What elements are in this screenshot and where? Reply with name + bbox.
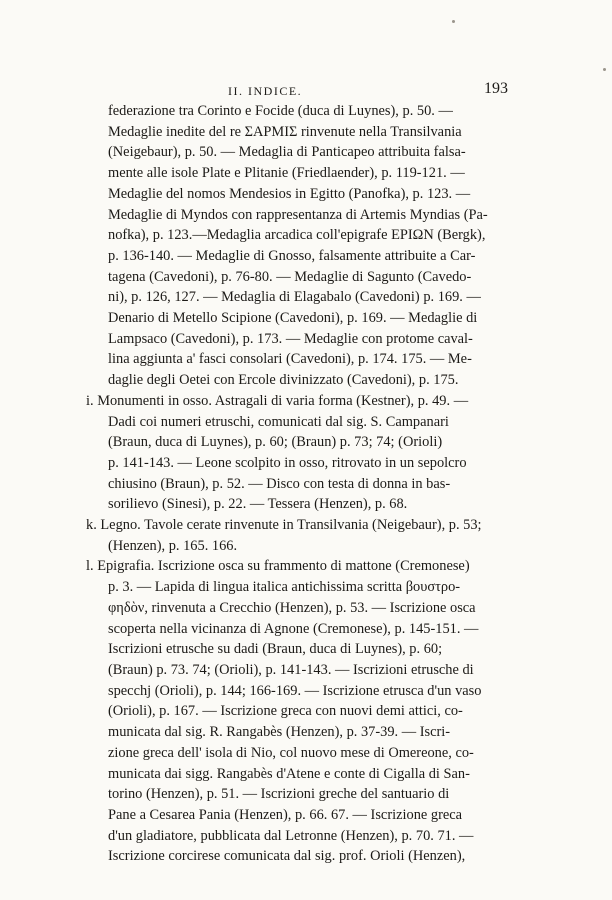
text-line: Iscrizioni etrusche su dadi (Braun, duca di Luynes), p. 60; bbox=[108, 641, 443, 658]
text-line: Pane a Cesarea Pania (Henzen), p. 66. 67. — Iscrizione greca bbox=[108, 806, 463, 823]
text-line: tagena (Cavedoni), p. 76-80. — Medaglie di Sagunto (Cavedo- bbox=[108, 268, 472, 285]
paper-speck bbox=[603, 68, 606, 71]
text-line: (Braun, duca di Luynes), p. 60; (Braun) p. 73; 74; (Orioli) bbox=[108, 434, 443, 451]
text-line: p. 141-143. — Leone scolpito in osso, ritrovato in un sepolcro bbox=[108, 454, 467, 471]
text-line: p. 136-140. — Medaglie di Gnosso, falsamente attribuite a Car- bbox=[108, 247, 476, 264]
text-line: lina aggiunta a' fasci consolari (Cavedoni), p. 174. 175. — Me- bbox=[108, 351, 472, 368]
running-head bbox=[108, 80, 508, 102]
text-line: (Orioli), p. 167. — Iscrizione greca con nuovi demi attici, co- bbox=[108, 703, 463, 720]
text-line: zione greca dell' isola di Nio, col nuovo mese di Omereone, co- bbox=[108, 744, 474, 761]
text-line: ni), p. 126, 127. — Medaglia di Elagabalo (Cavedoni) p. 169. — bbox=[108, 289, 481, 306]
text-line: municata dai sigg. Rangabès d'Atene e conte di Cigalla di San- bbox=[108, 765, 470, 782]
section-heading-line: k. Legno. Tavole cerate rinvenute in Transilvania (Neigebaur), p. 53; bbox=[86, 517, 482, 534]
text-line: (Neigebaur), p. 50. — Medaglia di Panticapeo attribuita falsa- bbox=[108, 144, 466, 161]
text-line: d'un gladiatore, pubblicata dal Letronne (Henzen), p. 70. 71. — bbox=[108, 827, 474, 844]
text-line: municata dal sig. R. Rangabès (Henzen), p. 37-39. — Iscri- bbox=[108, 724, 451, 741]
page-number: 193 bbox=[484, 80, 508, 97]
text-line: (Henzen), p. 165. 166. bbox=[108, 537, 238, 554]
text-line: specchj (Orioli), p. 144; 166-169. — Iscrizione etrusca d'un vaso bbox=[108, 682, 482, 699]
text-line: Lampsaco (Cavedoni), p. 173. — Medaglie con protome caval- bbox=[108, 330, 473, 347]
text-line: (Braun) p. 73. 74; (Orioli), p. 141-143. — Iscrizioni etrusche di bbox=[108, 661, 474, 678]
text-line: mente alle isole Plate e Plitanie (Friedlaender), p. 119-121. — bbox=[108, 165, 465, 182]
text-line: chiusino (Braun), p. 52. — Disco con testa di donna in bas- bbox=[108, 475, 451, 492]
text-line: federazione tra Corinto e Focide (duca di Luynes), p. 50. — bbox=[108, 103, 453, 119]
text-line: sorilievo (Sinesi), p. 22. — Tessera (Henzen), p. 68. bbox=[108, 496, 408, 513]
text-line: Iscrizione corcirese comunicata dal sig. prof. Orioli (Henzen), bbox=[108, 848, 466, 865]
paper-speck bbox=[452, 20, 455, 23]
text-line: p. 3. — Lapida di lingua italica antichissima scritta βουστρο- bbox=[108, 579, 461, 596]
section-heading-line: i. Monumenti in osso. Astragali di varia forma (Kestner), p. 49. — bbox=[86, 392, 469, 409]
text-line: Denario di Metello Scipione (Cavedoni), p. 169. — Medaglie di bbox=[108, 310, 478, 327]
text-line: scoperta nella vicinanza di Agnone (Cremonese), p. 145-151. — bbox=[108, 620, 479, 637]
text-line: Medaglie inedite del re ΣΑΡΜΙΣ rinvenute nella Transilvania bbox=[108, 123, 462, 140]
running-title: II. INDICE. bbox=[228, 84, 303, 98]
text-line: daglie degli Oetei con Ercole divinizzato (Cavedoni), p. 175. bbox=[108, 372, 459, 389]
text-line: Dadi coi numeri etruschi, comunicati dal sig. S. Campanari bbox=[108, 413, 449, 430]
index-text bbox=[86, 101, 508, 867]
text-line: torino (Henzen), p. 51. — Iscrizioni greche del santuario di bbox=[108, 786, 450, 803]
text-line: Medaglie del nomos Mendesios in Egitto (Panofka), p. 123. — bbox=[108, 185, 471, 202]
text-line: φηδὸν, rinvenuta a Crecchio (Henzen), p. 53. — Iscrizione osca bbox=[108, 599, 476, 616]
text-line: nofka), p. 123.—Medaglia arcadica coll'epigrafe ΕΡΙΩΝ (Bergk), bbox=[108, 227, 486, 244]
section-heading-line: l. Epigrafia. Iscrizione osca su frammento di mattone (Cremonese) bbox=[86, 558, 470, 575]
text-line: Medaglie di Myndos con rappresentanza di Artemis Myndias (Pa- bbox=[108, 206, 488, 223]
